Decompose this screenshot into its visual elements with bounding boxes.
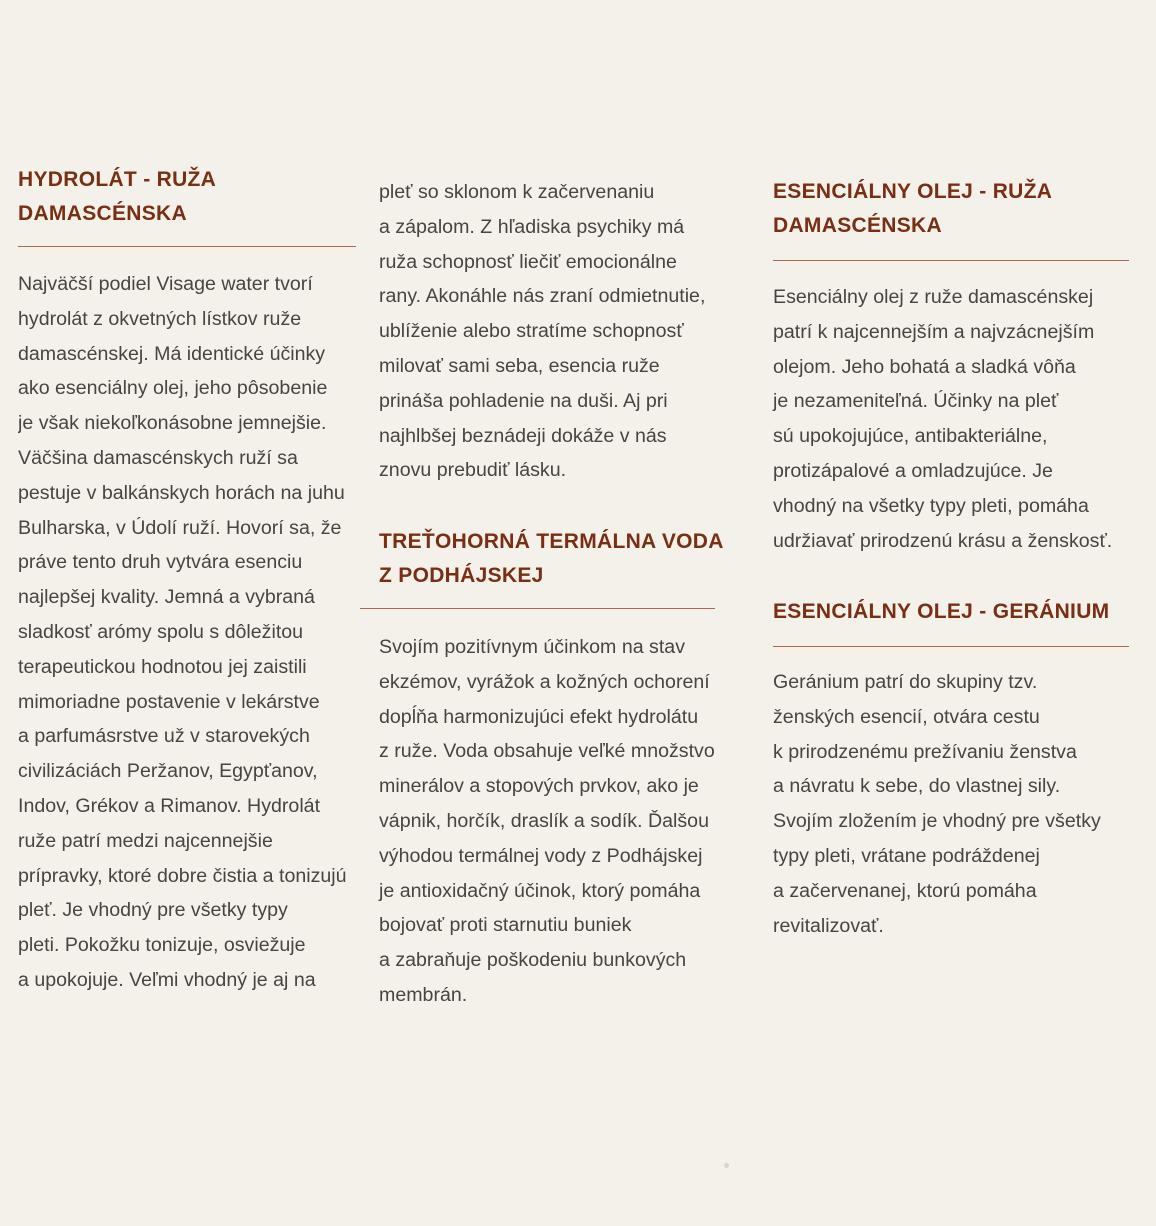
heading-line: HYDROLÁT - RUŽA [18, 168, 217, 191]
section-divider [18, 246, 356, 247]
text-line: Najväčší podiel Visage water tvorí [18, 273, 313, 295]
text-line: hydrolát z okvetných lístkov ruže [18, 307, 302, 330]
text-line: pleť so sklonom k začervenaniu [379, 181, 655, 203]
text-line: patrí k najcennejším a najvzácnejším [773, 320, 1095, 343]
text-line: je antioxidačný účinok, ktorý pomáha [379, 879, 701, 902]
text-line: je nezameniteľná. Účinky na pleť [773, 390, 1059, 413]
text-line: najhlbšej beznádeji dokáže v nás [379, 424, 667, 447]
heading-hydrolat [18, 163, 216, 231]
text-line: a návratu k sebe, do vlastnej sily. [773, 775, 1061, 798]
text-line: prípravky, ktoré dobre čistia a tonizujú [18, 864, 347, 887]
text-line: udržiavať prirodzenú krásu a ženskosť. [773, 529, 1113, 552]
section-divider [773, 260, 1129, 261]
paragraph-hydrolat [18, 267, 356, 998]
text-line: Svojím pozitívnym účinkom na stav [379, 636, 685, 658]
text-line: ruže patrí medzi najcennejšie [18, 829, 273, 852]
text-line: rany. Akonáhle nás zraní odmietnutie, [379, 285, 706, 308]
paragraph-hydrolat-continued [379, 175, 705, 488]
heading-line: ESENCIÁLNY OLEJ - GERÁNIUM [773, 600, 1110, 623]
text-line: ublíženie alebo stratíme schopnosť [379, 320, 684, 343]
text-line: terapeutickou hodnotou jej zaistili [18, 655, 307, 678]
text-line: civilizáciách Peržanov, Egypťanov, [18, 760, 318, 783]
section-divider [360, 608, 715, 609]
text-line: prináša pohladenie na duši. Aj pri [379, 389, 668, 412]
paragraph-geranium-oil [773, 665, 1101, 943]
page-dot-marker [724, 1163, 729, 1168]
text-line: z ruže. Voda obsahuje veľké množstvo [379, 740, 715, 763]
text-line: a parfumásrstve už v starovekých [18, 725, 310, 748]
text-line: ruža schopnosť liečiť emocionálne [379, 250, 677, 273]
heading-rose-oil [773, 175, 1052, 243]
text-line: a začervenanej, ktorú pomáha [773, 879, 1037, 902]
text-line: ekzémov, vyrážok a kožných ochorení [379, 670, 710, 693]
text-line: a zápalom. Z hľadiska psychiky má [379, 215, 685, 238]
text-line: znovu prebudiť lásku. [379, 459, 567, 482]
text-line: sladkosť arómy spolu s dôležitou [18, 620, 304, 643]
text-line: ženských esencií, otvára cestu [773, 705, 1040, 728]
heading-geranium-oil [773, 595, 1109, 629]
text-line: práve tento druh vytvára esenciu [18, 551, 303, 574]
heading-line: Z PODHÁJSKEJ [379, 564, 544, 587]
text-line: ako esenciálny olej, jeho pôsobenie [18, 377, 328, 400]
text-line: vhodný na všetky typy pleti, pomáha [773, 494, 1089, 517]
text-line: milovať sami seba, esencia ruže [379, 354, 660, 377]
text-line: sú upokojujúce, antibakteriálne, [773, 425, 1048, 448]
text-line: pleť. Je vhodný pre všetky typy [18, 899, 288, 922]
text-line: najlepšej kvality. Jemná a vybraná [18, 586, 315, 609]
text-line: revitalizovať. [773, 914, 884, 937]
text-line: Svojím zložením je vhodný pre všetky [773, 810, 1101, 833]
text-line: výhodou termálnej vody z Podhájskej [379, 844, 703, 867]
text-line: Geránium patrí do skupiny tzv. [773, 671, 1038, 693]
text-line: dopĺňa harmonizujúci efekt hydrolátu [379, 705, 699, 728]
text-line: Väčšina damascénskych ruží sa [18, 446, 298, 469]
text-line: mimoriadne postavenie v lekárstve [18, 690, 320, 713]
text-line: Bulharska, v Údolí ruží. Hovorí sa, že [18, 516, 342, 539]
section-divider [773, 646, 1129, 647]
text-line: Indov, Grékov a Rimanov. Hydrolát [18, 794, 321, 817]
text-line: pleti. Pokožku tonizuje, osviežuje [18, 934, 306, 957]
text-line: pestuje v balkánskych horách na juhu [18, 481, 345, 504]
text-line: olejom. Jeho bohatá a sladká vôňa [773, 355, 1076, 378]
text-line: typy pleti, vrátane podráždenej [773, 844, 1040, 867]
text-line: bojovať proti starnutiu buniek [379, 914, 632, 937]
text-line: a zabraňuje poškodeniu bunkových [379, 949, 687, 972]
heading-line: ESENCIÁLNY OLEJ - RUŽA [773, 180, 1053, 203]
text-line: protizápalové a omladzujúce. Je [773, 459, 1053, 482]
text-line: Esenciálny olej z ruže damascénskej [773, 286, 1094, 308]
heading-line: DAMASCÉNSKA [773, 214, 942, 237]
text-line: je však niekoľkonásobne jemnejšie. [18, 412, 327, 435]
text-line: minerálov a stopových prvkov, ako je [379, 775, 699, 798]
paragraph-thermal-water [379, 630, 715, 1013]
text-line: damascénskej. Má identické účinky [18, 342, 326, 365]
text-line: membrán. [379, 983, 468, 1006]
heading-line: TREŤOHORNÁ TERMÁLNA VODA [379, 530, 724, 553]
text-line: k prirodzenému prežívaniu ženstva [773, 740, 1077, 763]
heading-line: DAMASCÉNSKA [18, 202, 187, 225]
paragraph-rose-oil [773, 280, 1112, 558]
heading-thermal-water [379, 525, 724, 593]
text-line: a upokojuje. Veľmi vhodný je aj na [18, 968, 316, 991]
text-line: vápnik, horčík, draslík a sodík. Ďalšou [379, 809, 709, 832]
